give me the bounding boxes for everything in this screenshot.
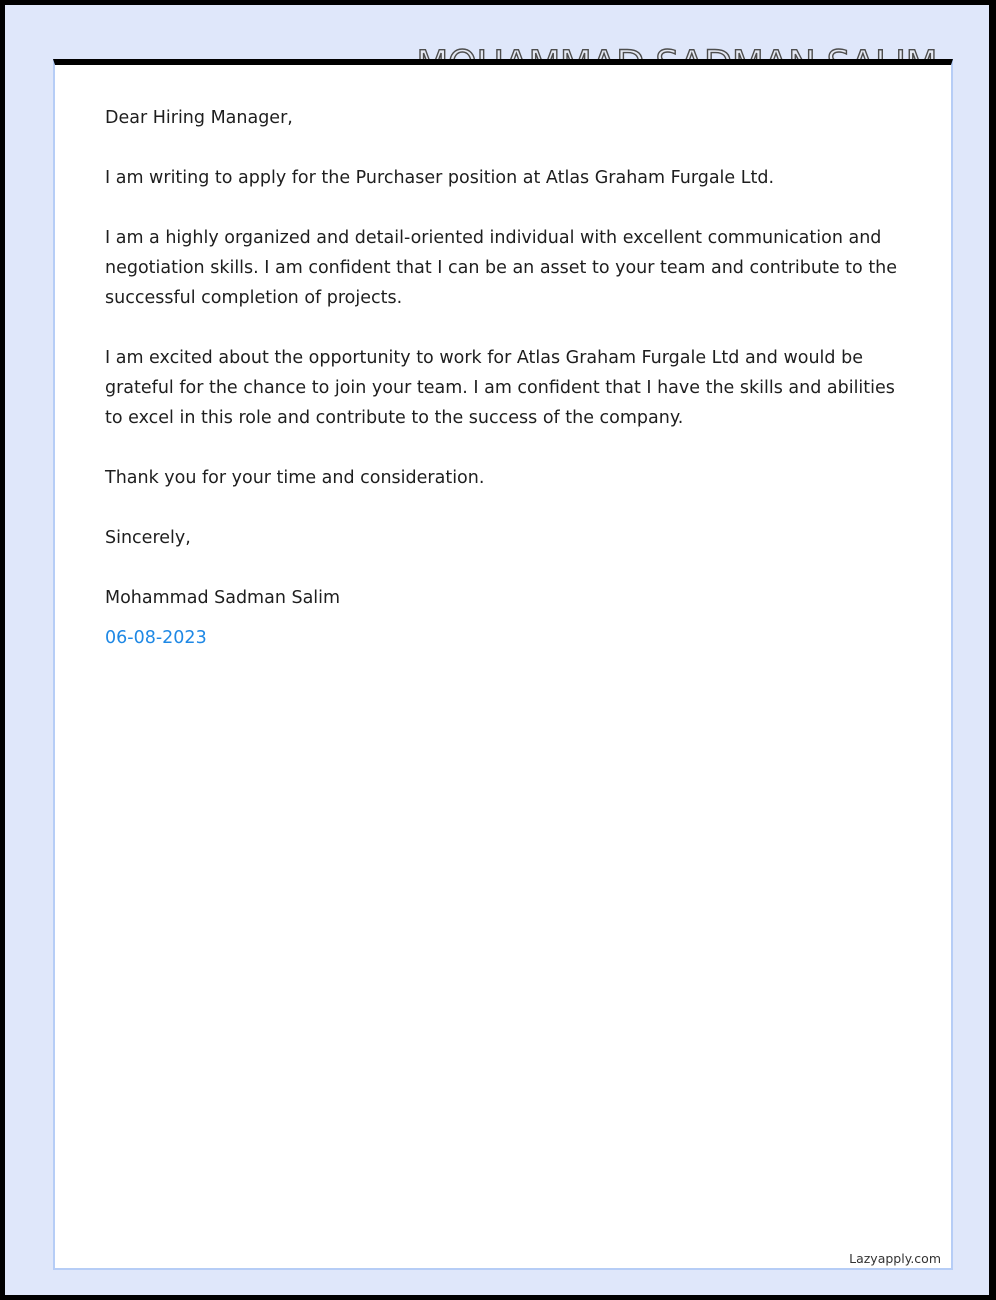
- footer-brand: Lazyapply.com: [849, 1251, 941, 1266]
- letter-date: 06-08-2023: [105, 628, 207, 648]
- letter-page: [53, 59, 953, 1270]
- salutation: Dear Hiring Manager,: [105, 108, 293, 128]
- paragraph-thanks: Thank you for your time and consideration.: [105, 468, 485, 488]
- cover-letter-body: [105, 103, 905, 653]
- paragraph-motivation: I am excited about the opportunity to work for Atlas Graham Furgale Ltd and would be grateful for the chance to join your team. I am confident that I have the skills and abilities to excel in this role and contribute to the success of the company.: [105, 348, 895, 428]
- paragraph-qualifications: I am a highly organized and detail-oriented individual with excellent communication and negotiation skills. I am confident that I can be an asset to your team and contribute to the successful completion of projects.: [105, 228, 898, 308]
- signature-name: Mohammad Sadman Salim: [105, 588, 341, 608]
- paragraph-intro: I am writing to apply for the Purchaser position at Atlas Graham Furgale Ltd.: [105, 168, 775, 188]
- page-background: [5, 5, 989, 1295]
- closing: Sincerely,: [105, 528, 191, 548]
